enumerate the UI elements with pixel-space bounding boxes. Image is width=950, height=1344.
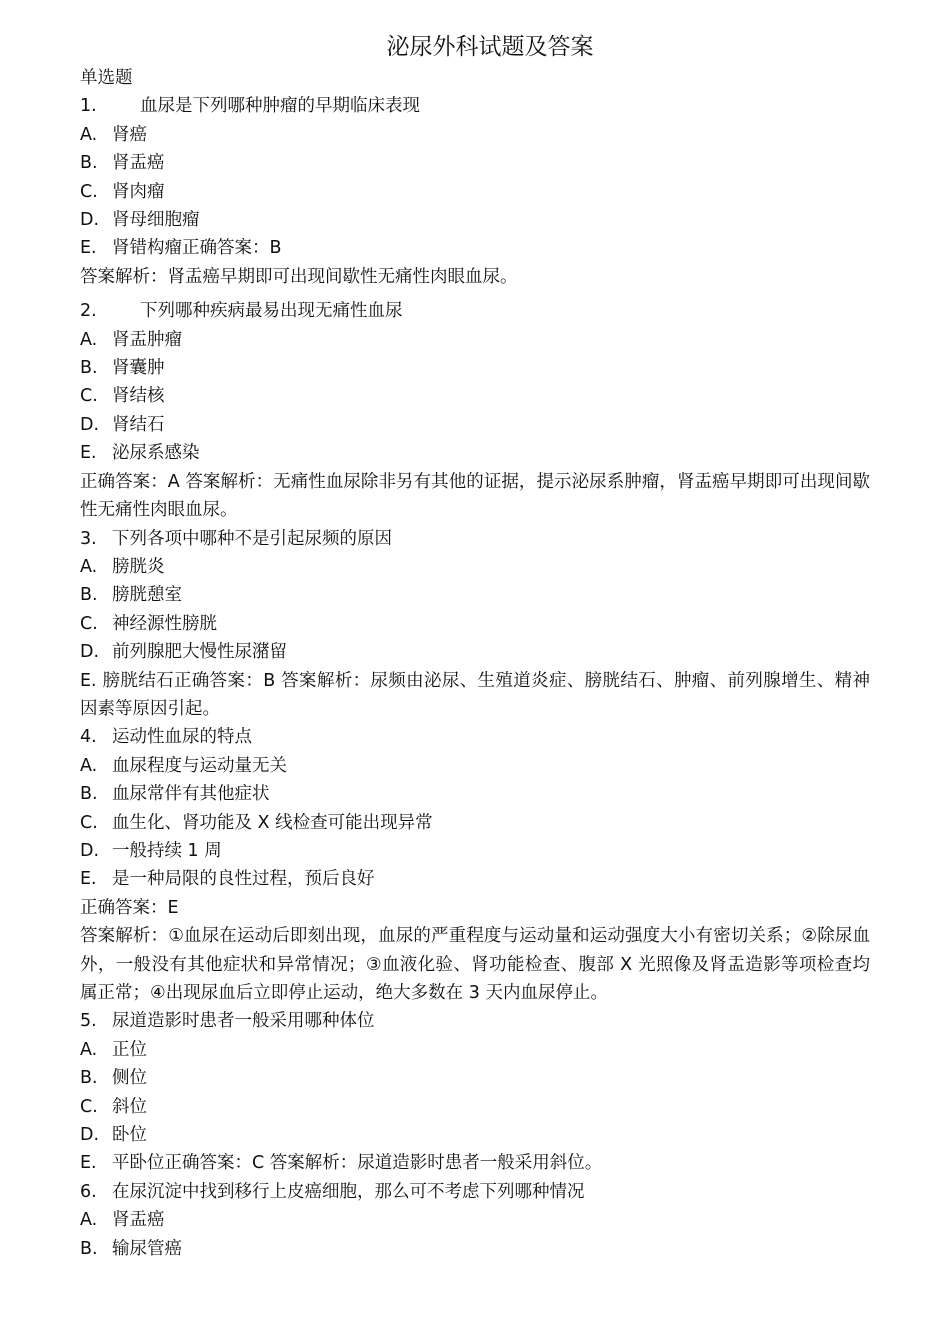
option-text: 肾囊肿 [112, 358, 165, 379]
option-label: E. [80, 1153, 97, 1174]
option-label: A. [80, 1210, 98, 1231]
option-label: B. [80, 153, 98, 174]
question-text: 在尿沉淀中找到移行上皮癌细胞，那么可不考虑下列哪种情况 [112, 1181, 585, 1202]
option-text: 肾盂癌 [112, 1210, 165, 1231]
question-text: 血尿是下列哪种肿瘤的早期临床表现 [140, 96, 420, 117]
section-heading: 单选题 [80, 68, 133, 88]
option-label: A. [80, 329, 98, 350]
option-d [80, 411, 880, 439]
question-number: 2. [80, 301, 97, 322]
option-label: B. [80, 358, 98, 379]
option-text: 膀胱憩室 [112, 585, 182, 606]
option-b [80, 780, 880, 808]
option-e [80, 234, 880, 262]
option-e [80, 865, 880, 893]
option-label: D. [80, 642, 100, 663]
option-label: D. [80, 210, 100, 231]
option-label: B. [80, 585, 98, 606]
option-c [80, 178, 880, 206]
option-text: 泌尿系感染 [112, 443, 200, 464]
option-label: B. [80, 1068, 98, 1089]
option-d [80, 837, 880, 865]
option-text: 肾肉瘤 [112, 181, 165, 202]
option-a [80, 326, 880, 354]
option-label: A. [80, 755, 98, 776]
option-d [80, 1121, 880, 1149]
option-label: C. [80, 1096, 98, 1117]
option-text: 肾结核 [112, 386, 165, 407]
question-number: 1. [80, 96, 97, 117]
option-c [80, 809, 880, 837]
option-c [80, 382, 880, 410]
option-text: 前列腺肥大慢性尿潴留 [112, 642, 287, 663]
question-4-stem [80, 723, 880, 751]
option-label: A. [80, 556, 98, 577]
question-text: 尿道造影时患者一般采用哪种体位 [112, 1011, 375, 1032]
option-text: 血生化、肾功能及 X 线检查可能出现异常 [112, 812, 433, 833]
option-label: C. [80, 386, 98, 407]
option-label: E. [80, 238, 97, 259]
option-c [80, 1093, 880, 1121]
option-text: 肾错构瘤正确答案：B [112, 238, 282, 259]
option-e-with-analysis: E. 膀胱结石正确答案：B 答案解析：尿频由泌尿、生殖道炎症、膀胱结石、肿瘤、前列腺增生、精神因素等原因引起。 [80, 670, 870, 719]
option-c [80, 610, 880, 638]
option-text: 肾盂癌 [112, 153, 165, 174]
option-text: 侧位 [112, 1068, 147, 1089]
correct-answer: 正确答案：E [80, 897, 179, 918]
option-label: C. [80, 613, 98, 634]
option-text: 平卧位正确答案：C 答案解析：尿道造影时患者一般采用斜位。 [112, 1153, 603, 1174]
option-label: A. [80, 1039, 98, 1060]
option-a [80, 1036, 880, 1064]
option-d [80, 638, 880, 666]
option-text: 是一种局限的良性过程，预后良好 [112, 869, 375, 890]
option-d [80, 206, 880, 234]
option-a [80, 121, 880, 149]
option-a [80, 1206, 880, 1234]
option-b [80, 1064, 880, 1092]
question-2-stem [80, 297, 880, 325]
option-text: 肾母细胞瘤 [112, 210, 200, 231]
option-label: E. [80, 443, 97, 464]
question-number: 5. [80, 1011, 97, 1032]
option-label: C. [80, 181, 98, 202]
answer-analysis: 正确答案：A 答案解析：无痛性血尿除非另有其他的证据，提示泌尿系肿瘤，肾盂癌早期即可出现间歇性无痛性肉眼血尿。 [80, 471, 870, 521]
option-b [80, 354, 880, 382]
option-b [80, 149, 880, 177]
answer-analysis: 答案解析：①血尿在运动后即刻出现，血尿的严重程度与运动量和运动强度大小有密切关系；②除尿血外，一般没有其他症状和异常情况；③血液化验、肾功能检查、腹部 X 光照像及肾盂造影等项检查均属正常；④出现尿血后立即停止运动，绝大多数在 3 天内血尿停止。 [80, 926, 870, 1003]
question-3-stem [80, 525, 880, 553]
option-text: 血尿程度与运动量无关 [112, 755, 287, 776]
option-label: D. [80, 414, 100, 435]
option-e [80, 439, 880, 467]
question-number: 3. [80, 528, 97, 549]
option-e [80, 1149, 880, 1177]
question-text: 下列各项中哪种不是引起尿频的原因 [112, 528, 392, 549]
option-label: D. [80, 1125, 100, 1146]
option-label: E. [80, 869, 97, 890]
option-text: 正位 [112, 1039, 147, 1060]
option-a [80, 553, 880, 581]
document-title: 泌尿外科试题及答案 [386, 34, 594, 60]
option-text: 一般持续 1 周 [112, 840, 222, 861]
option-label: A. [80, 124, 98, 145]
question-6-stem [80, 1178, 880, 1206]
option-text: 肾结石 [112, 414, 165, 435]
option-text: 输尿管癌 [112, 1238, 182, 1259]
option-text: 斜位 [112, 1096, 147, 1117]
question-1-stem [80, 92, 880, 120]
option-label: C. [80, 812, 98, 833]
option-text: 膀胱炎 [112, 556, 165, 577]
option-text: 神经源性膀胱 [112, 613, 217, 634]
option-label: D. [80, 840, 100, 861]
question-text: 下列哪种疾病最易出现无痛性血尿 [140, 301, 403, 322]
option-label: B. [80, 1238, 98, 1259]
option-a [80, 752, 880, 780]
question-number: 6. [80, 1181, 97, 1202]
option-text: 肾癌 [112, 124, 147, 145]
question-number: 4. [80, 727, 97, 748]
option-label: B. [80, 784, 98, 805]
question-text: 运动性血尿的特点 [112, 727, 252, 748]
option-b [80, 581, 880, 609]
question-5-stem [80, 1007, 880, 1035]
answer-analysis: 答案解析：肾盂癌早期即可出现间歇性无痛性肉眼血尿。 [80, 266, 518, 287]
option-text: 卧位 [112, 1125, 147, 1146]
option-text: 肾盂肿瘤 [112, 329, 182, 350]
option-b [80, 1235, 880, 1263]
option-text: 血尿常伴有其他症状 [112, 784, 270, 805]
